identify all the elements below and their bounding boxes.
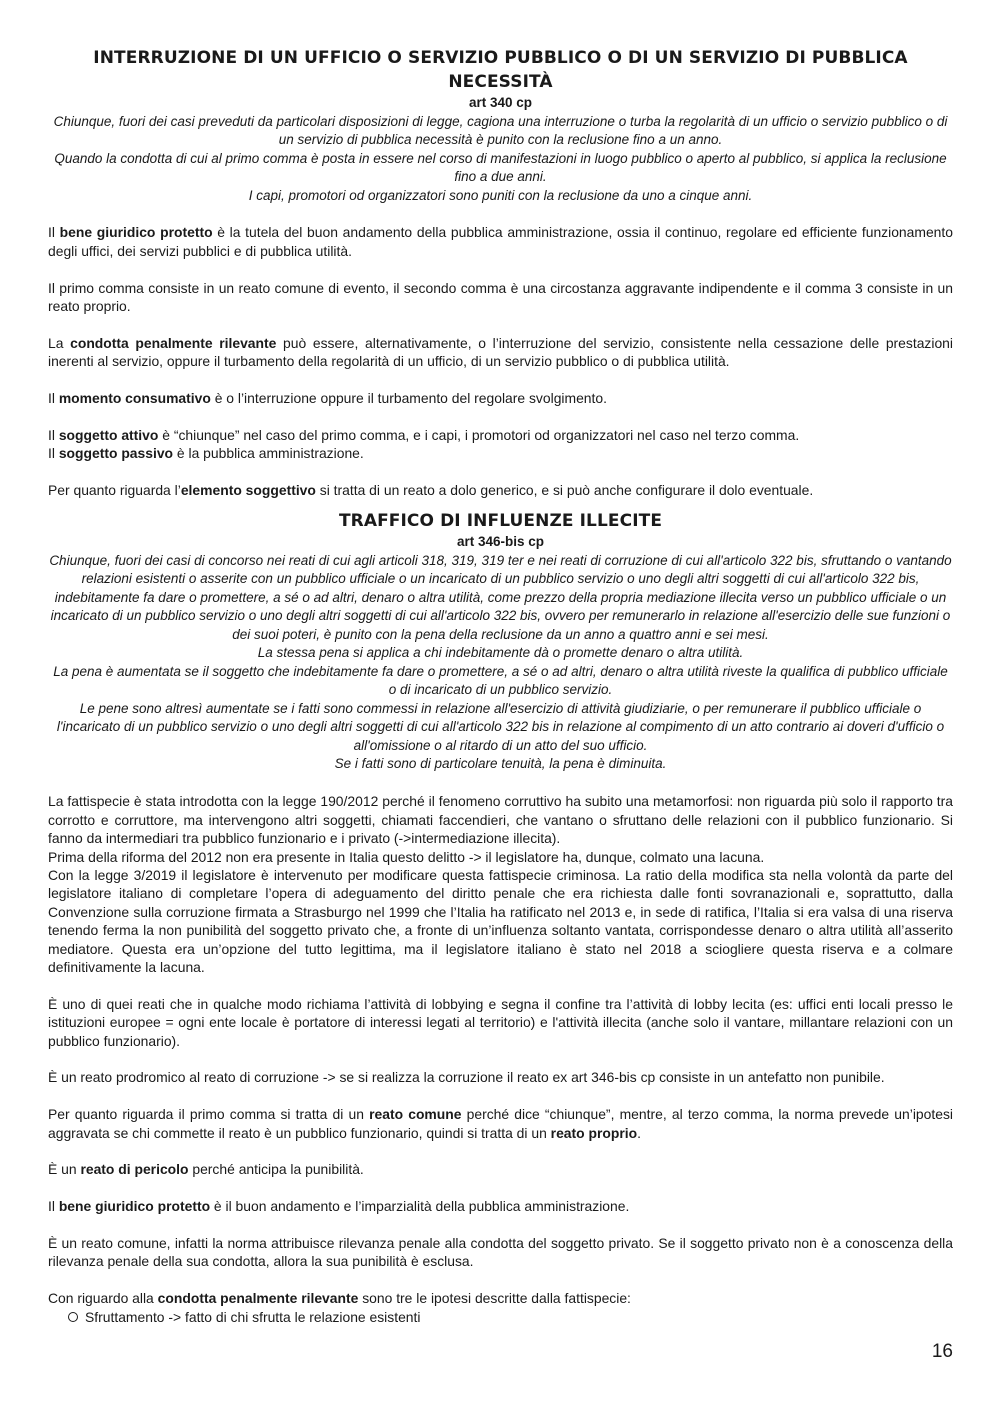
bold-term: reato di pericolo bbox=[80, 1161, 189, 1178]
section-title: INTERRUZIONE DI UN UFFICIO O SERVIZIO PUBBLICO O DI UN SERVIZIO DI PUBBLICA NECESSITÀ bbox=[93, 48, 908, 92]
law-paragraph: La pena è aumentata se il soggetto che indebitamente fa dare o promettere, a sé o ad altri, denaro o altra utilità riveste la qualifica di pubblico ufficiale o di incaricato di un pubblico servizio. bbox=[53, 663, 948, 698]
law-paragraph: Se i fatti sono di particolare tenuità, la pena è diminuita. bbox=[334, 756, 667, 772]
article-reference: art 340 cp bbox=[468, 95, 533, 110]
paragraph: È un reato di pericolo perché anticipa la punibilità. bbox=[48, 1161, 364, 1178]
bold-term: reato proprio bbox=[550, 1124, 638, 1141]
article-reference: art 346-bis cp bbox=[456, 534, 545, 550]
bullet-list bbox=[48, 1308, 953, 1326]
list-item: Sfruttamento -> fatto di chi sfrutta le relazione esistenti bbox=[68, 1308, 953, 1326]
law-text bbox=[48, 552, 953, 774]
document-page bbox=[48, 46, 953, 1326]
bold-term: bene giuridico protetto bbox=[58, 1198, 211, 1215]
paragraph: Il soggetto passivo è la pubblica amministrazione. bbox=[48, 445, 364, 462]
law-paragraph: Quando la condotta di cui al primo comma è posta in essere nel corso di manifestazioni in luogo pubblico o aperto al pubblico, si applica la reclusione fino a due anni. bbox=[54, 150, 947, 184]
law-paragraph: Chiunque, fuori dei casi di concorso nei reati di cui agli articoli 318, 319, 319 ter e nei reati di corruzione di cui all'articolo 322 bis, sfruttando o vantando relazioni esistenti o asserite con un pubblico ufficiale o un incaricato di un pubblico servizio o uno degli altri soggetti di cui all'articolo 322 bis, indebitamente fa dare o promettere, a sé o ad altri, denaro o altra utilità, come prezzo della propria mediazione illecita verso un pubblico ufficiale o un incaricato di un pubblico servizio o uno degli altri soggetti di cui all'articolo 322 bis, ovvero per remunerarlo in relazione all'esercizio delle sue funzioni o dei suoi poteri, è punito con la pena della reclusione da un anno a quattro anni e sei mesi. bbox=[49, 552, 952, 642]
bold-term: elemento soggettivo bbox=[180, 482, 316, 498]
paragraph: Il soggetto attivo è “chiunque” nel caso del primo comma, e i capi, i promotori od organizzatori nel caso nel terzo comma. bbox=[48, 426, 800, 443]
paragraph: La condotta penalmente rilevante può essere, alternativamente, o l’interruzione del servizio, consistente nella cessazione delle prestazioni inerenti al servizio, oppure il turbamento della regolarità di un ufficio, di un servizio pubblico o di pubblica utilità. bbox=[48, 334, 953, 370]
paragraph: Prima della riforma del 2012 non era presente in Italia questo delitto -> il legislatore ha, dunque, colmato una lacuna. bbox=[48, 848, 765, 865]
paragraph: Il bene giuridico protetto è la tutela del buon andamento della pubblica amministrazione, ossia il continuo, regolare ed efficiente funzionamento degli uffici, dei servizi pubblici e di pubblica utilità. bbox=[48, 224, 953, 259]
paragraph: È un reato comune, infatti la norma attribuisce rilevanza penale alla condotta del soggetto privato. Se il soggetto privato non è a conoscenza della rilevanza penale della sua condotta, allora la sua punibilità è esclusa. bbox=[48, 1234, 953, 1270]
circle-bullet-icon bbox=[68, 1312, 78, 1322]
commentary bbox=[48, 205, 953, 499]
paragraph: Con riguardo alla condotta penalmente rilevante sono tre le ipotesi descritte dalla fattispecie: bbox=[48, 1290, 631, 1307]
paragraph: È uno di quei reati che in qualche modo richiama l’attività di lobbying e segna il confine tra l’attività di lobby lecita (es: uffici enti locali presso le istituzioni europee = ogni ente locale è portatore di interessi legati al territorio) e l'attività illecita (anche solo il vantare, millantare relazioni con un pubblico funzionario). bbox=[48, 995, 953, 1049]
law-paragraph: La stessa pena si applica a chi indebitamente dà o promette denaro o altra utilità. bbox=[257, 645, 744, 661]
page-number: 16 bbox=[931, 1341, 953, 1362]
paragraph: Con la legge 3/2019 il legislatore è intervenuto per modificare questa fattispecie criminosa. La ratio della modifica sta nella volontà da parte del legislatore italiano di completare l’opera di adeguamento del diritto penale che era richiesta dalle fonti sovranazionali e, soprattutto, dalla Convenzione sulla corruzione firmata a Strasburgo nel 1999 che l’Italia ha ratificato nel 2013 e, in sede di ratifica, l’Italia si era valsa di una riserva tenendo ferma la non punibilità del soggetto privato che, a fronte di un’influenza soltanto vantata, corrispondesse denaro o altra utilità all’asserito mediatore. Questa era un’opzione del tutto legittima, ma il legislatore italiano è stato nel 2018 a sciogliere questa riserva e a colmare definitivamente la lacuna. bbox=[48, 866, 953, 975]
law-text bbox=[48, 113, 953, 206]
paragraph: È un reato prodromico al reato di corruzione -> se si realizza la corruzione il reato ex art 346-bis cp consiste in un antefatto non punibile. bbox=[48, 1069, 885, 1086]
law-paragraph: Chiunque, fuori dei casi preveduti da particolari disposizioni di legge, cagiona una interruzione o turba la regolarità di un ufficio o servizio pubblico o di un servizio di pubblica necessità è punito con la reclusione fino a un anno. bbox=[53, 113, 948, 147]
paragraph: Il bene giuridico protetto è il buon andamento e l’imparzialità della pubblica amministrazione. bbox=[48, 1198, 630, 1215]
paragraph: Per quanto riguarda il primo comma si tratta di un reato comune perché dice “chiunque”, mentre, al terzo comma, la norma prevede un’ipotesi aggravata se chi commette il reato è un pubblico funzionario, quindi si tratta di un reato proprio. bbox=[48, 1106, 953, 1141]
bold-term: momento consumativo bbox=[58, 390, 211, 406]
bold-term: reato comune bbox=[369, 1106, 462, 1123]
paragraph: La fattispecie è stata introdotta con la legge 190/2012 perché il fenomeno corruttivo ha subito una metamorfosi: non riguarda più solo il rapporto tra corrotto e corruttore, ma intervengono altri soggetti, chiamati faccendieri, che vantano o sfruttano delle relazioni con il pubblico funzionario. Si fanno da intermediari tra pubblico funzionario e i privato (->intermediazione illecita). bbox=[48, 793, 953, 847]
law-paragraph: Le pene sono altresì aumentate se i fatti sono commessi in relazione all'esercizio di attività giudiziarie, o per remunerare il pubblico ufficiale o l'incaricato di un pubblico servizio o uno degli altri soggetti di cui all'articolo 322 bis in relazione al compimento di un atto contrario ai doveri d'ufficio o all'omissione o al ritardo di un atto del suo ufficio. bbox=[56, 700, 945, 753]
bold-term: bene giuridico protetto bbox=[59, 224, 213, 241]
paragraph: Il primo comma consiste in un reato comune di evento, il secondo comma è una circostanza aggravante indipendente e il comma 3 consiste in un reato proprio. bbox=[48, 279, 953, 314]
law-paragraph: I capi, promotori od organizzatori sono puniti con la reclusione da uno a cinque anni. bbox=[248, 187, 753, 203]
bold-term: condotta penalmente rilevante bbox=[70, 334, 277, 351]
bold-term: soggetto passivo bbox=[58, 445, 174, 462]
paragraph: Il momento consumativo è o l’interruzione oppure il turbamento del regolare svolgimento. bbox=[48, 390, 607, 406]
bold-term: condotta penalmente rilevante bbox=[157, 1290, 359, 1307]
bold-term: soggetto attivo bbox=[58, 426, 159, 443]
section-title: TRAFFICO DI INFLUENZE ILLECITE bbox=[338, 511, 663, 532]
paragraph: Per quanto riguarda l’elemento soggettivo si tratta di un reato a dolo generico, e si può anche configurare il dolo eventuale. bbox=[48, 482, 814, 498]
commentary bbox=[48, 774, 953, 1326]
